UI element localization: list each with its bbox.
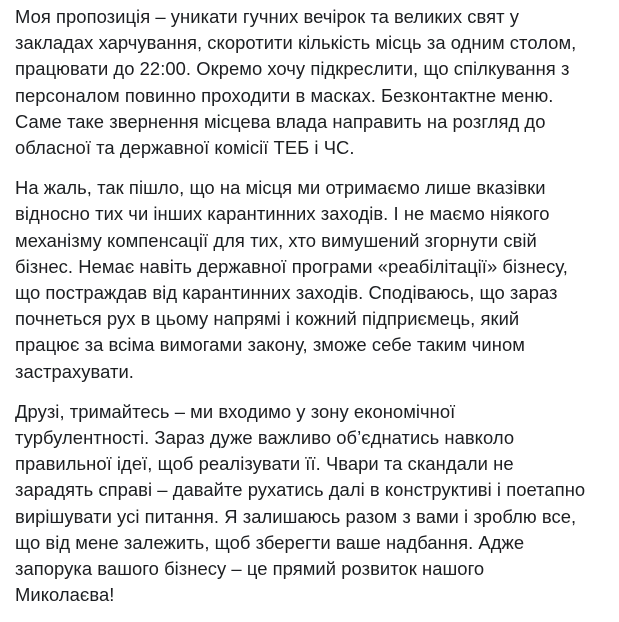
text-line: застрахувати. [15, 360, 134, 382]
text-line: механізму компенсації для тих, хто вимушений згорнути свій [15, 229, 537, 251]
paragraph-appeal [15, 399, 615, 609]
text-line: бізнес. Немає навіть державної програми «реабілітації» бізнесу, [15, 255, 568, 277]
text-line: правильної ідеї, щоб реалізувати її. Чвари та скандали не [15, 453, 514, 475]
text-line: працювати до 22:00. Окремо хочу підкреслити, що спілкування з [15, 58, 570, 80]
text-line: турбулентності. Зараз дуже важливо об’єднатись навколо [15, 427, 515, 449]
text-line: Миколаєва! [15, 584, 115, 606]
text-line: почнеться рух в цьому напрямі і кожний підприємець, який [15, 308, 520, 330]
paragraph-proposal [15, 4, 615, 161]
text-line: персоналом повинно проходити в масках. Безконтактне меню. [15, 84, 554, 106]
text-line: що від мене залежить, щоб зберегти ваше надбання. Адже [15, 531, 525, 553]
text-line: вирішувати усі питання. Я залишаюсь разом з вами і зроблю все, [15, 505, 577, 527]
post-body [15, 4, 615, 622]
text-line: Моя пропозиція – уникати гучних вечірок та великих свят у [15, 6, 519, 27]
text-line: відносно тих чи інших карантинних заходів. І не маємо ніякого [15, 203, 550, 225]
text-line: Друзі, тримайтесь – ми входимо у зону економічної [15, 400, 456, 422]
text-line: працює за всіма вимогами закону, зможе себе таким чином [15, 334, 525, 356]
text-line: обласної та державної комісії ТЕБ і ЧС. [15, 137, 355, 159]
text-line: запорука вашого бізнесу – це прямий розвиток нашого [15, 558, 485, 580]
text-line: Саме таке звернення місцева влада направить на розгляд до [15, 110, 546, 132]
paragraph-compensation [15, 175, 615, 385]
text-line: На жаль, так пішло, що на місця ми отримаємо лише вказівки [15, 177, 546, 199]
text-line: зарадять справі – давайте рухатись далі в конструктиві і поетапно [15, 479, 586, 501]
text-line: що постраждав від карантинних заходів. Сподіваюсь, що зараз [15, 282, 558, 304]
text-line: закладах харчування, скоротити кількість місць за одним столом, [15, 32, 577, 54]
